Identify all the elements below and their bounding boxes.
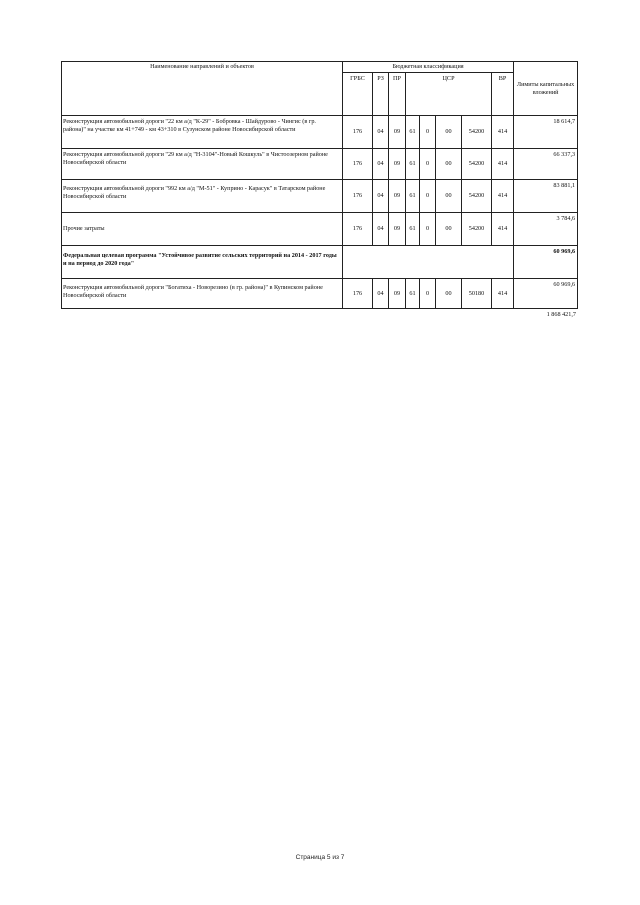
cell-csr2: 0 (420, 180, 436, 213)
header-budget-classification: Бюджетная классификация (343, 62, 514, 73)
cell-csr3: 00 (436, 279, 462, 309)
header-pr: ПР (389, 73, 406, 116)
cell-csr4: 54200 (462, 180, 492, 213)
header-grbs: ГРБС (343, 73, 373, 116)
cell-rz: 04 (373, 279, 389, 309)
cell-csr2: 0 (420, 116, 436, 149)
cell-amount: 60 969,6 (514, 279, 578, 309)
row-name: Реконструкция автомобильной дороги "29 км а/д "Н-3104"-Новый Кошкуль" в Чистоозерном районе Новосибирской области (62, 149, 343, 180)
cell-rz: 04 (373, 180, 389, 213)
cell-rz: 04 (373, 116, 389, 149)
cell-amount: 18 614,7 (514, 116, 578, 149)
cell-grbs: 176 (343, 149, 373, 180)
cell-grbs: 176 (343, 279, 373, 309)
cell-grbs: 176 (343, 116, 373, 149)
cell-csr1: 61 (406, 149, 420, 180)
table-row (62, 149, 578, 180)
cell-amount: 3 784,6 (514, 213, 578, 246)
table-row (62, 213, 578, 246)
program-amount: 60 969,6 (514, 246, 578, 279)
cell-csr4: 50180 (462, 279, 492, 309)
cell-vr: 414 (492, 116, 514, 149)
cell-csr3: 00 (436, 213, 462, 246)
program-name: Федеральная целевая программа "Устойчивое развитие сельских территорий на 2014 - 2017 годы и на период до 2020 года" (62, 246, 343, 279)
cell-csr1: 61 (406, 279, 420, 309)
cell-csr3: 00 (436, 116, 462, 149)
cell-amount: 83 881,1 (514, 180, 578, 213)
cell-csr4: 54200 (462, 149, 492, 180)
table-row (62, 279, 578, 309)
row-name: Реконструкция автомобильной дороги "22 км а/д "К-29" - Бобровка - Шайдурово - Чингис (в гр. района)" на участке км 41+749 - км 43+310 в Сузунском районе Новосибирской области (62, 116, 343, 149)
cell-grbs: 176 (343, 213, 373, 246)
cell-csr2: 0 (420, 279, 436, 309)
cell-pr: 09 (389, 180, 406, 213)
row-name: Реконструкция автомобильной дороги "992 км а/д "М-51" - Куприно - Карасук" в Татарском районе Новосибирской области (62, 180, 343, 213)
cell-vr: 414 (492, 180, 514, 213)
cell-pr: 09 (389, 116, 406, 149)
cell-vr: 414 (492, 149, 514, 180)
header-limits: Лимиты капитальных вложений (514, 62, 578, 116)
cell-rz: 04 (373, 149, 389, 180)
cell-csr1: 61 (406, 180, 420, 213)
cell-vr: 414 (492, 213, 514, 246)
header-csr: ЦСР (406, 73, 492, 116)
cell-csr4: 54200 (462, 213, 492, 246)
grand-total: 1 868 421,7 (546, 311, 576, 318)
cell-vr: 414 (492, 279, 514, 309)
cell-csr1: 61 (406, 213, 420, 246)
cell-pr: 09 (389, 279, 406, 309)
page-footer: Страница 5 из 7 (295, 854, 345, 861)
cell-pr: 09 (389, 149, 406, 180)
program-row (62, 246, 578, 279)
cell-csr2: 0 (420, 213, 436, 246)
header-rz: РЗ (373, 73, 389, 116)
header-name-column: Наименование направлений и объектов (62, 62, 343, 116)
cell-csr2: 0 (420, 149, 436, 180)
cell-csr4: 54200 (462, 116, 492, 149)
cell-rz: 04 (373, 213, 389, 246)
cell-csr3: 00 (436, 149, 462, 180)
header-vr: ВР (492, 73, 514, 116)
cell-csr3: 00 (436, 180, 462, 213)
cell-csr1: 61 (406, 116, 420, 149)
budget-table (61, 61, 578, 309)
cell-pr: 09 (389, 213, 406, 246)
table-row (62, 116, 578, 149)
cell-grbs: 176 (343, 180, 373, 213)
program-spacer (343, 246, 514, 279)
table-row (62, 180, 578, 213)
row-name: Реконструкция автомобильной дороги "Богатиха - Новорезино (в гр. района)" в Купинском районе Новосибирской области (62, 279, 343, 309)
row-name: Прочие затраты (62, 213, 343, 246)
cell-amount: 66 337,3 (514, 149, 578, 180)
